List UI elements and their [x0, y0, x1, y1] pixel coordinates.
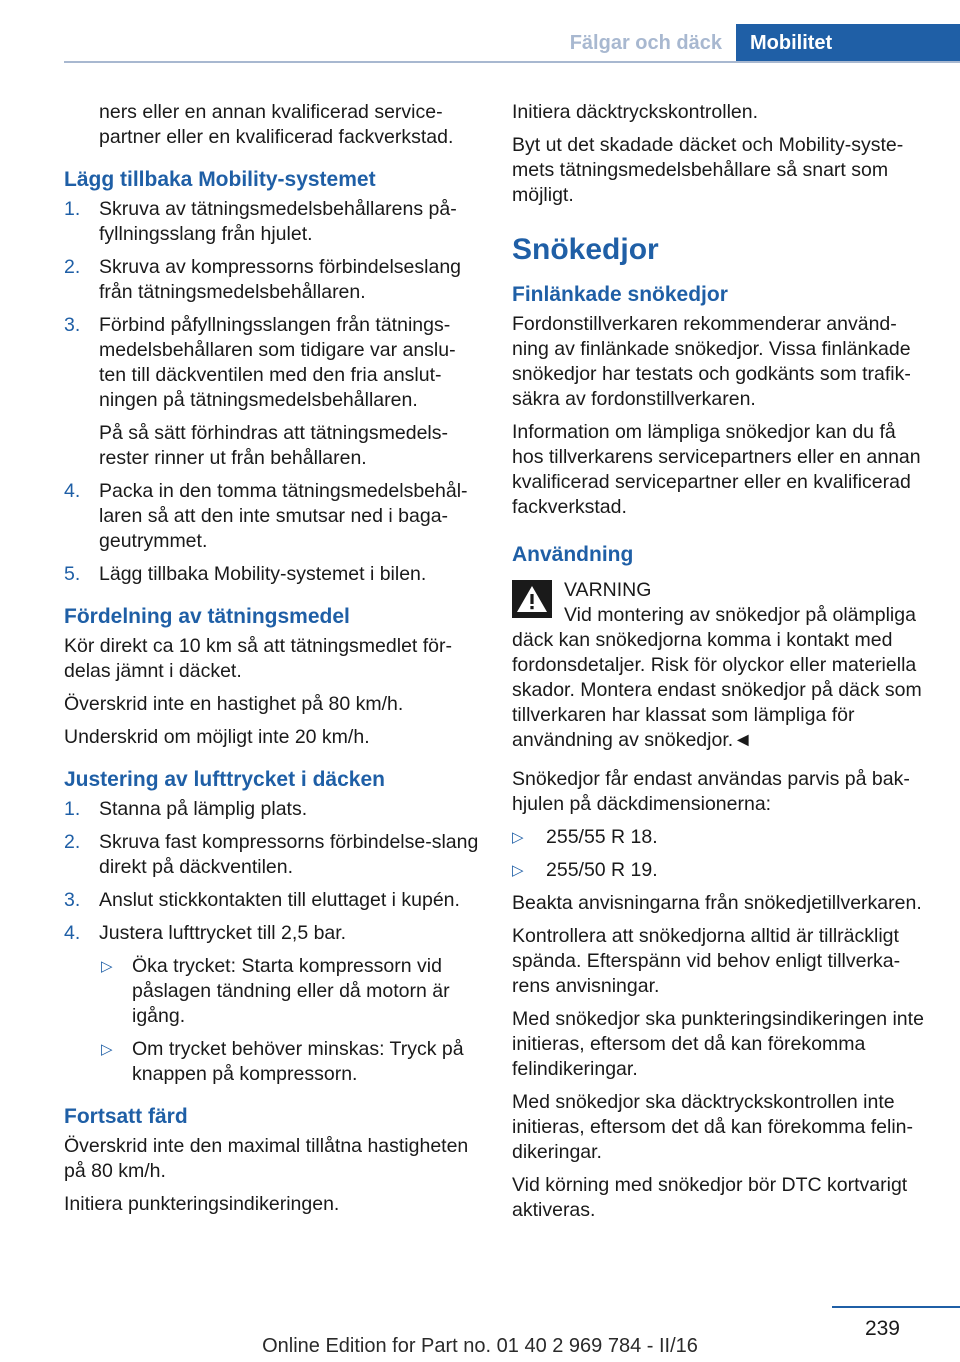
bullet-text: 255/50 R 19. — [546, 859, 658, 881]
section-title-mobility: Lägg tillbaka Mobility-systemet — [64, 168, 376, 191]
step-text: Anslut stickkontakten till eluttaget i kupén. — [99, 889, 460, 911]
list-item — [64, 197, 480, 247]
step-number: 1. — [64, 798, 81, 820]
step-number: 5. — [64, 563, 81, 585]
paragraph: Med snökedjor ska däcktryckskontrollen inte initieras, eftersom det då kan förekomma felin-dikeringar. — [512, 1091, 914, 1163]
section-title-continue: Fortsatt färd — [64, 1105, 188, 1128]
step-number: 3. — [64, 889, 81, 911]
left-column — [64, 100, 480, 1225]
main-title-snow-chains: Snökedjor — [512, 233, 659, 266]
list-item — [64, 562, 480, 587]
paragraph: Snökedjor får endast användas parvis på bak-hjulen på däckdimensionerna: — [512, 768, 910, 815]
step-number: 4. — [64, 480, 81, 502]
paragraph: Med snökedjor ska punkteringsindikeringen inte initieras, eftersom det då kan förekomma felindikeringar. — [512, 1008, 924, 1080]
list-item — [64, 255, 480, 305]
end-mark-icon: ◄ — [733, 729, 753, 751]
step-text: Stanna på lämplig plats. — [99, 798, 308, 820]
sub-step-text: Öka trycket: Starta kompressorn vid påslagen tändning eller då motorn är igång. — [132, 955, 450, 1027]
list-item — [64, 830, 480, 880]
triangle-bullet-icon: ▷ — [512, 829, 524, 846]
step-number: 1. — [64, 198, 81, 220]
step-text: Förbind påfyllningsslangen från tätnings-medelsbehållaren som tidigare var anslu-ten till däckventilen med den fria anslut-ningen på tätningsmedelsbehållaren. — [99, 314, 456, 411]
section-title-usage: Användning — [512, 543, 634, 566]
list-item — [64, 479, 480, 554]
paragraph: Beakta anvisningarna från snökedjetillverkaren. — [512, 892, 922, 914]
step-text: Skruva av kompressorns förbindelseslang från tätningsmedelsbehållaren. — [99, 256, 462, 303]
paragraph: Vid körning med snökedjor bör DTC kortvarigt aktiveras. — [512, 1174, 908, 1221]
paragraph: Kontrollera att snökedjorna alltid är tillräckligt spända. Efterspänn vid behov enligt tillverka-rens anvisningar. — [512, 925, 901, 997]
paragraph: Överskrid inte den maximal tillåtna hastigheten på 80 km/h. — [64, 1135, 469, 1182]
step-number: 2. — [64, 831, 81, 853]
warning-triangle-icon — [512, 580, 552, 618]
bullet-text: 255/55 R 18. — [546, 826, 658, 848]
step-text: Packa in den tomma tätningsmedelsbehål-laren så att den inte smutsar ned i baga-geutrymmet. — [99, 480, 468, 552]
warning-box — [512, 578, 932, 753]
paragraph: Kör direkt ca 10 km så att tätningsmedlet för-delas jämnt i däcket. — [64, 635, 453, 682]
paragraph: Underskrid om möjligt inte 20 km/h. — [64, 726, 370, 748]
tab-prev-section: Fälgar och däck — [548, 24, 736, 62]
list-item — [64, 888, 480, 913]
header-rule — [64, 61, 960, 63]
sub-step-text: Om trycket behöver minskas: Tryck på knappen på kompressorn. — [132, 1038, 464, 1085]
page-number: 239 — [864, 1317, 900, 1340]
sub-list-item — [64, 1037, 480, 1087]
step-number: 2. — [64, 256, 81, 278]
step-text: Justera lufttrycket till 2,5 bar. — [99, 922, 347, 944]
footer-rule — [832, 1306, 960, 1308]
step-text: Skruva fast kompressorns förbindelse-slang direkt på däckventilen. — [99, 831, 479, 878]
paragraph: Byt ut det skadade däcket och Mobility-syste-mets tätningsmedelsbehållare så snart som möjligt. — [512, 134, 904, 206]
list-item — [512, 825, 932, 850]
list-item — [512, 858, 932, 883]
paragraph: Initiera punkteringsindikeringen. — [64, 1193, 340, 1215]
list-item — [64, 313, 480, 413]
list-item — [64, 921, 480, 946]
triangle-bullet-icon: ▷ — [101, 958, 113, 975]
triangle-bullet-icon: ▷ — [101, 1041, 113, 1058]
step-text: Lägg tillbaka Mobility-systemet i bilen. — [99, 563, 427, 585]
tab-current-section: Mobilitet — [736, 24, 960, 62]
section-title-fine-link: Finlänkade snökedjor — [512, 283, 728, 306]
paragraph: Fordonstillverkaren rekommenderar använd-ning av finlänkade snökedjor. Vissa finlänkade snökedjor har testats och godkänts som trafik-säkra av fordonstillverkaren. — [512, 313, 911, 410]
section-title-sealant: Fördelning av tätningsmedel — [64, 605, 350, 628]
warning-text: Vid montering av snökedjor på olämpliga däck kan snökedjorna komma i kontakt med fordonsdetaljer. Risk för olyckor eller materiella skador. Montera endast snökedjor på däck som tillverkaren har klassat som lämpliga för användning av snökedjor. — [512, 604, 922, 751]
right-column — [512, 100, 932, 1231]
paragraph: Information om lämpliga snökedjor kan du få hos tillverkarens servicepartners eller en annan kvalificerad servicepartner eller en kvalificerad fackverkstad. — [512, 421, 921, 518]
edition-footer: Online Edition for Part no. 01 40 2 969 784 - II/16 — [262, 1335, 698, 1357]
list-item — [64, 797, 480, 822]
section-title-pressure: Justering av lufttrycket i däcken — [64, 768, 385, 791]
intro-text: ners eller en annan kvalificerad service-partner eller en kvalificerad fackverkstad. — [99, 101, 454, 148]
step-number: 3. — [64, 314, 81, 336]
step-text: Skruva av tätningsmedelsbehållarens på-fyllningsslang från hjulet. — [99, 198, 457, 245]
triangle-bullet-icon: ▷ — [512, 862, 524, 879]
step-number: 4. — [64, 922, 81, 944]
paragraph: Initiera däcktryckskontrollen. — [512, 101, 759, 123]
warning-label: VARNING — [564, 579, 652, 601]
step-note: På så sätt förhindras att tätningsmedels-rester rinner ut från behållaren. — [99, 422, 449, 469]
paragraph: Överskrid inte en hastighet på 80 km/h. — [64, 693, 404, 715]
sub-list-item — [64, 954, 480, 1029]
